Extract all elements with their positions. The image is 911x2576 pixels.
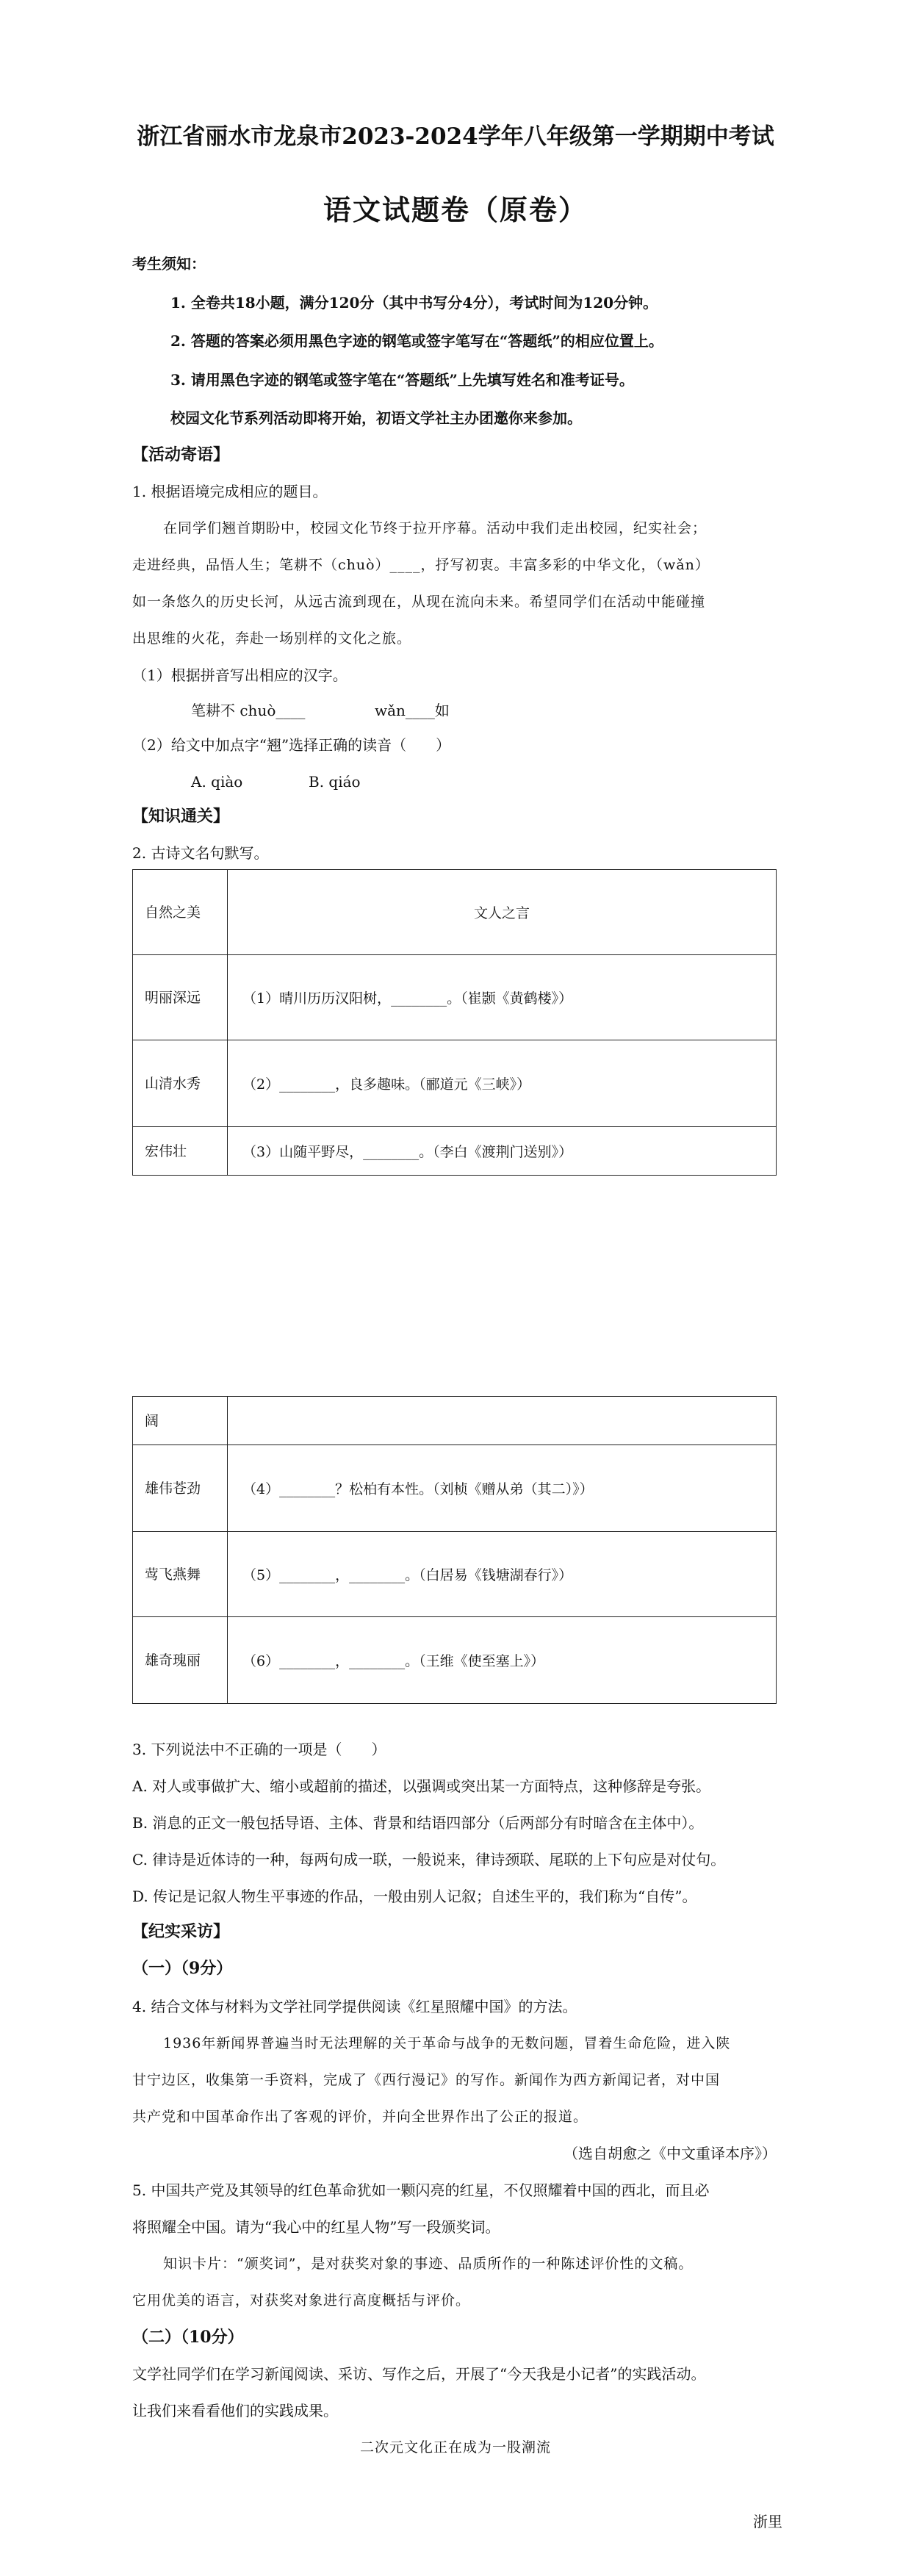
- question-5-line: 将照耀全中国。请为“我心中的红星人物”写一段颁奖词。: [132, 2218, 500, 2236]
- passage-line: 出思维的火花，奔赴一场别样的文化之旅。: [132, 630, 412, 647]
- part-heading: （一）（9分）: [132, 1959, 233, 1978]
- passage-line: 共产党和中国革命作出了客观的评价，并向全世界作出了公正的报道。: [132, 2109, 588, 2125]
- exam-title: 浙江省丽水市龙泉市2023-2024学年八年级第一学期期中考试: [137, 123, 774, 150]
- passage-line: 1936年新闻界普遍当时无法理解的关于革命与战争的无数问题，冒着生命危险，进入陕: [163, 2035, 731, 2051]
- passage-line: 甘宁边区，收集第一手资料，完成了《西行漫记》的写作。新闻作为西方新闻记者，对中国: [132, 2072, 721, 2088]
- question-4-stem: 4. 结合文体与材料为文学社同学提供阅读《红星照耀中国》的方法。: [132, 1998, 577, 2015]
- pinyin-blank[interactable]: 笔耕不 chuò____: [191, 702, 306, 719]
- table-row: 山清水秀 （2）________，良多趣味。（郦道元《三峡》）: [133, 1040, 777, 1127]
- poem-table-part2: [132, 1396, 777, 1704]
- q3-option[interactable]: D. 传记是记叙人物生平事迹的作品，一般由别人记叙；自述生平的，我们称为“自传”。: [132, 1888, 697, 1905]
- passage-line: 走进经典，品悟人生；笔耕不（chuò）____，抒写初衷。丰富多彩的中华文化，（wǎn）: [132, 557, 710, 573]
- knowledge-card: 它用优美的语言，对获奖对象进行高度概括与评价。: [132, 2292, 471, 2309]
- section-heading: 【活动寄语】: [132, 445, 230, 464]
- table-header-left: 自然之美: [133, 870, 228, 955]
- question-3-stem: 3. 下列说法中不正确的一项是（ ）: [132, 1741, 386, 1758]
- table-row: 雄奇瑰丽 （6）________，________。（王维《使至塞上》）: [133, 1617, 777, 1704]
- table-row: 阔: [133, 1397, 777, 1445]
- notice-item: 3. 请用黑色字迹的钢笔或签字笔在“答题纸”上先填写姓名和准考证号。: [170, 371, 634, 389]
- q3-option[interactable]: B. 消息的正文一般包括导语、主体、背景和结语四部分（后两部分有时暗含在主体中）。: [132, 1814, 704, 1832]
- table-row: 莺飞燕舞 （5）________，________。（白居易《钱塘湖春行》）: [133, 1532, 777, 1617]
- notice-item: 2. 答题的答案必须用黑色字迹的钢笔或签字笔写在“答题纸”的相应位置上。: [170, 332, 663, 350]
- poem-blank-cell[interactable]: （2）________，良多趣味。（郦道元《三峡》）: [228, 1040, 777, 1127]
- notice-item: 校园文化节系列活动即将开始，初语文学社主办团邀你来参加。: [170, 409, 582, 427]
- question-5-line: 5. 中国共产党及其领导的红色革命犹如一颗闪亮的红星，不仅照耀着中国的西北，而且必: [132, 2181, 710, 2199]
- notice-item: 1. 全卷共18小题，满分120分（其中书写分4分），考试时间为120分钟。: [170, 294, 658, 312]
- sub-question-2: （2）给文中加点字“翘”选择正确的读音（ ）: [132, 736, 451, 754]
- table-row: 雄伟苍劲 （4）________？松柏有本性。（刘桢《赠从弟（其二）》）: [133, 1445, 777, 1532]
- option-b[interactable]: B. qiáo: [309, 773, 361, 791]
- poem-blank-cell[interactable]: （5）________，________。（白居易《钱塘湖春行》）: [228, 1532, 777, 1617]
- pinyin-blank[interactable]: wǎn____如: [375, 702, 450, 719]
- footer-corner-text: 浙里: [753, 2513, 782, 2530]
- poem-blank-cell[interactable]: （1）晴川历历汉阳树，________。（崔颢《黄鹤楼》）: [228, 955, 777, 1040]
- poem-blank-cell[interactable]: （3）山随平野尽，________。（李白《渡荆门送别》）: [228, 1127, 777, 1176]
- q3-option[interactable]: C. 律诗是近体诗的一种，每两句成一联，一般说来，律诗颈联、尾联的上下句应是对仗句。: [132, 1851, 726, 1868]
- paper-title: 语文试题卷（原卷）: [323, 193, 588, 226]
- part-intro: 文学社同学们在学习新闻阅读、采访、写作之后，开展了“今天我是小记者”的实践活动。: [132, 2365, 706, 2383]
- passage-source: （选自胡愈之《中文重译本序》）: [563, 2145, 777, 2162]
- part-heading: （二）（10分）: [132, 2328, 244, 2347]
- article-title: 二次元文化正在成为一股潮流: [359, 2439, 551, 2456]
- question-2-stem: 2. 古诗文名句默写。: [132, 844, 269, 862]
- question-1-stem: 1. 根据语境完成相应的题目。: [132, 483, 328, 500]
- option-a[interactable]: A. qiào: [191, 773, 243, 791]
- section-heading: 【知识通关】: [132, 807, 230, 826]
- sub-question-1: （1）根据拼音写出相应的汉字。: [132, 666, 348, 684]
- part-intro: 让我们来看看他们的实践成果。: [132, 2402, 338, 2420]
- table-row: 宏伟壮 （3）山随平野尽，________。（李白《渡荆门送别》）: [133, 1127, 777, 1176]
- q3-option[interactable]: A. 对人或事做扩大、缩小或超前的描述，以强调或突出某一方面特点，这种修辞是夸张。: [132, 1777, 711, 1795]
- poem-blank-cell[interactable]: （4）________？松柏有本性。（刘桢《赠从弟（其二）》）: [228, 1445, 777, 1532]
- passage-line: 如一条悠久的历史长河，从远古流到现在，从现在流向未来。希望同学们在活动中能碰撞: [132, 594, 706, 610]
- table-row: 明丽深远 （1）晴川历历汉阳树，________。（崔颢《黄鹤楼》）: [133, 955, 777, 1040]
- table-header-right: 文人之言: [228, 870, 777, 955]
- notice-heading: 考生须知：: [132, 255, 206, 273]
- poem-table-part1: [132, 869, 777, 1176]
- section-heading: 【纪实采访】: [132, 1922, 230, 1941]
- poem-blank-cell[interactable]: （6）________，________。（王维《使至塞上》）: [228, 1617, 777, 1704]
- knowledge-card: 知识卡片：“颁奖词”，是对获奖对象的事迹、品质所作的一种陈述评价性的文稿。: [163, 2256, 694, 2272]
- passage-line: 在同学们翘首期盼中，校园文化节终于拉开序幕。活动中我们走出校园，纪实社会；: [163, 520, 707, 536]
